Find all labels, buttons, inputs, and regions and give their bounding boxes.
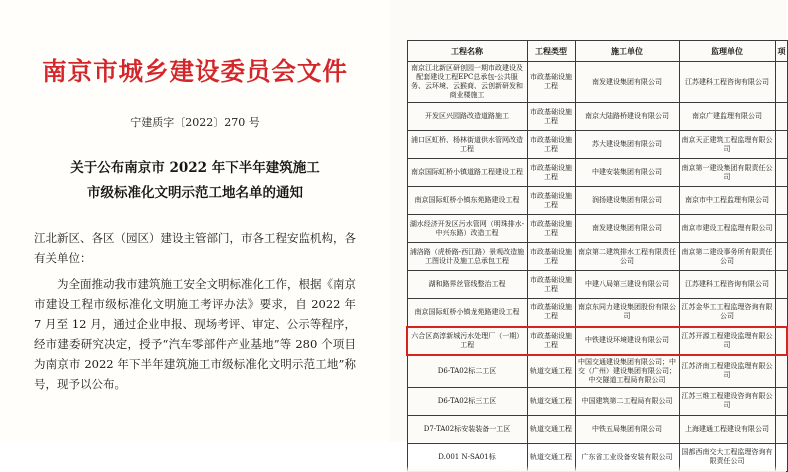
cell-contractor: 中国建筑第二工程局有限公司 bbox=[575, 387, 679, 415]
cell-name: 南京国际虹桥小镇龙苑路建设工程 bbox=[407, 299, 527, 327]
document-subject-line-1: 关于公布南京市 2022 年下半年建筑施工 bbox=[70, 160, 320, 176]
project-table bbox=[406, 40, 788, 472]
cell-name: 湖水经济开发区污水管网（明珠排水-中兴东路）改造工程 bbox=[407, 215, 527, 243]
cell-supervisor: 南京第一建设集团有限责任公司 bbox=[679, 159, 775, 187]
table-row bbox=[407, 62, 787, 103]
table-header-row bbox=[407, 41, 787, 62]
cell-contractor: 南京大陆路桥建设有限公司 bbox=[575, 103, 679, 131]
cell-type: 市政基础设施工程 bbox=[527, 327, 575, 355]
table-row bbox=[407, 355, 787, 388]
cell-name: D6-TA02标三工区 bbox=[407, 387, 527, 415]
cell-name: 南京国际虹桥小镇道路工程建设工程 bbox=[407, 159, 527, 187]
column-header-project-type: 工程类型 bbox=[527, 41, 575, 62]
cell-type: 轨道交通工程 bbox=[527, 387, 575, 415]
cell-extra bbox=[775, 415, 787, 443]
cell-name: D6-TA02标二工区 bbox=[407, 355, 527, 388]
cell-name: 浦口区虹桥、杨林街道供水管网改造工程 bbox=[407, 131, 527, 159]
cell-extra bbox=[775, 355, 787, 388]
cell-extra bbox=[775, 387, 787, 415]
cell-name: 南京江北新区研创园一期市政建设及配套建设工程EPC总承包-公共服务、云环境、云猴商、云创新研发和商业楼施工 bbox=[407, 62, 527, 103]
cell-extra bbox=[775, 327, 787, 355]
cell-type: 市政基础设施工程 bbox=[527, 62, 575, 103]
cell-supervisor: 南京天正建筑工程监理有限公司 bbox=[679, 131, 775, 159]
cell-type: 市政基础设施工程 bbox=[527, 187, 575, 215]
cell-type: 轨道交通工程 bbox=[527, 443, 575, 471]
cell-supervisor: 江苏济南工程建设监理有限公司 bbox=[679, 355, 775, 388]
document-title: 南京市城乡建设委员会文件 bbox=[42, 57, 348, 86]
cell-supervisor: 江苏金华工工程监理咨询有限公司 bbox=[679, 299, 775, 327]
cell-type: 市政基础设施工程 bbox=[527, 103, 575, 131]
cell-extra bbox=[775, 215, 787, 243]
table-row bbox=[407, 103, 787, 131]
cell-contractor: 润扬建设集团有限公司 bbox=[575, 187, 679, 215]
table-body bbox=[407, 62, 787, 472]
cell-type: 市政基础设施工程 bbox=[527, 299, 575, 327]
cell-supervisor: 上海建通工程建设有限公司 bbox=[679, 415, 775, 443]
cell-supervisor: 江苏三维工程建设咨询有限公司 bbox=[679, 387, 775, 415]
table-row bbox=[407, 187, 787, 215]
project-table-wrapper bbox=[406, 40, 786, 472]
cell-supervisor: 江苏开源工程建设监理有限公司 bbox=[679, 327, 775, 355]
table-row bbox=[407, 299, 787, 327]
table-row bbox=[407, 215, 787, 243]
cell-extra bbox=[775, 62, 787, 103]
cell-type: 轨道交通工程 bbox=[527, 415, 575, 443]
column-header-supervisor: 监理单位 bbox=[679, 41, 775, 62]
cell-contractor: 中建八局第三建设有限公司 bbox=[575, 271, 679, 299]
column-header-project-name: 工程名称 bbox=[407, 41, 527, 62]
cell-contractor: 苏大建设集团有限公司 bbox=[575, 131, 679, 159]
cell-type: 轨道交通工程 bbox=[527, 355, 575, 388]
cell-supervisor: 国都西南交大工程监理咨询有限责任公司 bbox=[679, 443, 775, 471]
cell-contractor: 南发建设集团有限公司 bbox=[575, 62, 679, 103]
cell-name: 浦洛路（虎桥路-西江路）景观改造施工图设计及施工总承包工程 bbox=[407, 243, 527, 271]
table-row bbox=[407, 387, 787, 415]
document-paragraph-1: 江北新区、各区（园区）建设主管部门，市各工程安监机构，各有关单位： bbox=[34, 231, 356, 265]
cell-type: 市政基础设施工程 bbox=[527, 243, 575, 271]
cell-name: 湖和路界丝管线整治工程 bbox=[407, 271, 527, 299]
document-number: 宁建质字〔2022〕270 号 bbox=[130, 116, 260, 129]
document-subject-line-2: 市级标准化文明示范工地名单的通知 bbox=[87, 185, 303, 201]
cell-extra bbox=[775, 103, 787, 131]
cell-name: D.001 N-SA01标 bbox=[407, 443, 527, 471]
cell-extra bbox=[775, 299, 787, 327]
cell-supervisor: 江苏建科工程咨询有限公司 bbox=[679, 62, 775, 103]
bottom-fade bbox=[406, 466, 786, 472]
cell-supervisor: 南京第二建设事务所有限责任公司 bbox=[679, 243, 775, 271]
cell-contractor: 南发建设集团有限公司 bbox=[575, 215, 679, 243]
column-header-extra: 项 bbox=[775, 41, 787, 62]
cell-supervisor: 南京广建监理有限公司 bbox=[679, 103, 775, 131]
cell-name: 开发区兴园路改造道路施工 bbox=[407, 103, 527, 131]
cell-type: 市政基础设施工程 bbox=[527, 271, 575, 299]
cell-type: 市政基础设施工程 bbox=[527, 159, 575, 187]
table-row bbox=[407, 415, 787, 443]
cell-extra bbox=[775, 159, 787, 187]
official-document-panel bbox=[0, 0, 390, 442]
table-row bbox=[407, 243, 787, 271]
cell-supervisor: 南京市中工程监理有限公司 bbox=[679, 187, 775, 215]
table-row bbox=[407, 159, 787, 187]
cell-name: 南京国际虹桥小镇东苑路建设工程 bbox=[407, 187, 527, 215]
cell-contractor: 中铁建设环境建设有限公司 bbox=[575, 327, 679, 355]
cell-supervisor: 江苏建科工程咨询有限公司 bbox=[679, 271, 775, 299]
cell-contractor: 中国交通建设集团有限公司；中交（广州）建设集团有限公司；中交隧道工程局有限公司 bbox=[575, 355, 679, 388]
cell-extra bbox=[775, 271, 787, 299]
cell-name: 六合区高淳新城污水处理厂（一期）工程 bbox=[407, 327, 527, 355]
document-body bbox=[34, 228, 356, 394]
document-subject bbox=[34, 156, 356, 206]
project-listing-panel bbox=[390, 0, 786, 465]
table-row bbox=[407, 131, 787, 159]
cell-supervisor: 南京市建设工程监理有限公司 bbox=[679, 215, 775, 243]
cell-contractor: 南京第二建筑排水工程有限责任公司 bbox=[575, 243, 679, 271]
cell-extra bbox=[775, 187, 787, 215]
table-row bbox=[407, 327, 787, 355]
cell-contractor: 南京东同力建设集团股份有限公司 bbox=[575, 299, 679, 327]
cell-contractor: 中铁五局集团有限公司 bbox=[575, 415, 679, 443]
cell-extra bbox=[775, 131, 787, 159]
cell-contractor: 广东省工业设备安装有限公司 bbox=[575, 443, 679, 471]
cell-extra bbox=[775, 243, 787, 271]
document-paragraph-2: 为全面推动我市建筑施工安全文明标准化工作，根据《南京市建设工程市级标准化文明施工考评办法》要求，自 2022 年 7 月至 12 月，通过企业申报、现场考评、审定、公示等程序，经市建委研究决定，授予“汽车零部件产业基地”等 280 个项目为南京市 2022 年下半年建筑施工市级标准化文明示范工地”称号，现予以公布。 bbox=[34, 277, 356, 391]
cell-contractor: 中建安装集团有限公司 bbox=[575, 159, 679, 187]
column-header-contractor: 施工单位 bbox=[575, 41, 679, 62]
cell-type: 市政基础设施工程 bbox=[527, 131, 575, 159]
cell-type: 市政基础设施工程 bbox=[527, 215, 575, 243]
cell-name: D7-TA02标安装装备一工区 bbox=[407, 415, 527, 443]
table-row bbox=[407, 271, 787, 299]
